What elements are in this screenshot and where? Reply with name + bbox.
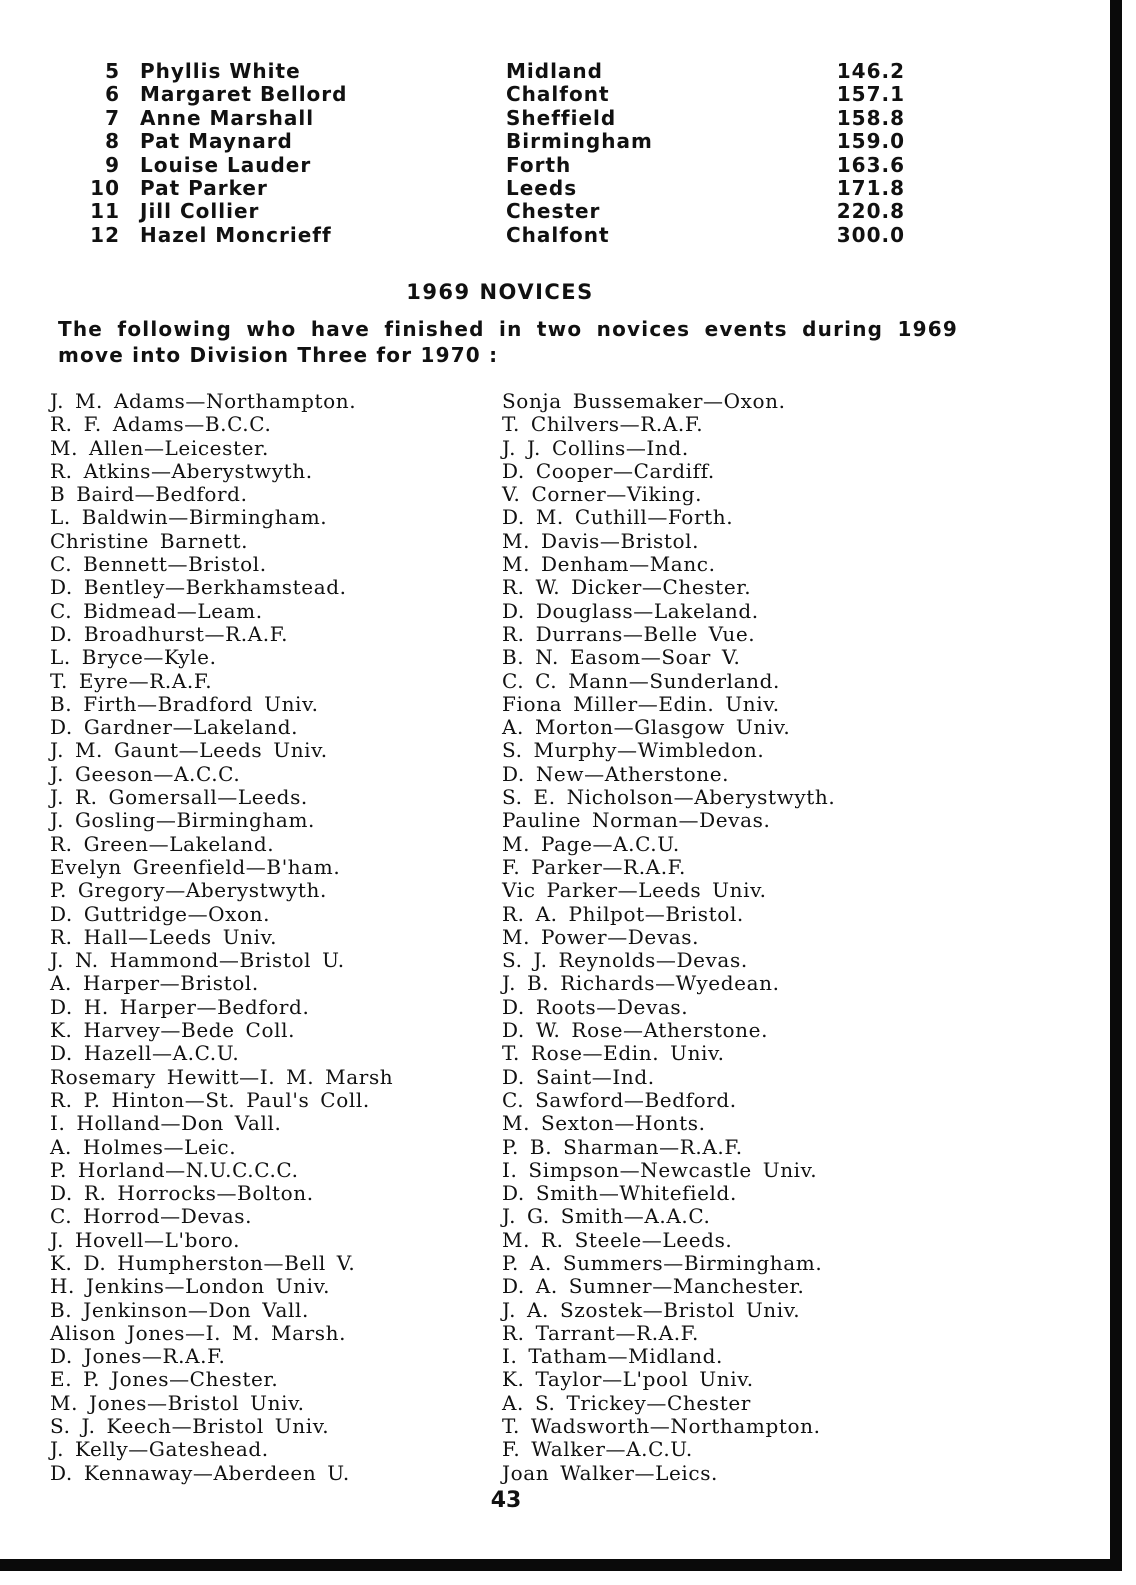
novice-entry: Pauline Norman—Devas.: [502, 808, 771, 833]
novice-entry: Vic Parker—Leeds Univ.: [502, 878, 767, 903]
result-row: [60, 154, 940, 177]
novice-entry: J. G. Smith—A.A.C.: [502, 1204, 711, 1229]
novice-entry: A. Harper—Bristol.: [50, 971, 259, 996]
result-row: [60, 107, 940, 130]
novice-entry: D. Saint—Ind.: [502, 1064, 655, 1089]
result-position: 8: [105, 129, 120, 154]
novice-entry: D. R. Horrocks—Bolton.: [50, 1181, 314, 1206]
page-border-right: [1110, 0, 1122, 1562]
novices-list-right: [502, 390, 962, 1485]
novice-entry: D. H. Harper—Bedford.: [50, 994, 310, 1019]
result-name: Jill Collier: [140, 199, 260, 224]
novice-entry: S. Murphy—Wimbledon.: [502, 738, 765, 763]
novice-entry: J. Kelly—Gateshead.: [50, 1437, 269, 1462]
novice-entry: P. A. Summers—Birmingham.: [502, 1250, 823, 1275]
result-name: Margaret Bellord: [140, 82, 348, 107]
result-time: 158.8: [836, 105, 905, 130]
novice-entry: Fiona Miller—Edin. Univ.: [502, 691, 780, 716]
novice-entry: Christine Barnett.: [50, 528, 249, 553]
section-intro: The following who have finished in two novices events during 1969 move into Division Three for 1970 :: [58, 317, 958, 367]
result-position: 6: [105, 82, 120, 107]
novice-entry: Rosemary Hewitt—I. M. Marsh: [50, 1064, 394, 1089]
novice-entry: R. Durrans—Belle Vue.: [502, 621, 756, 646]
novice-entry: C. Sawford—Bedford.: [502, 1087, 737, 1112]
novice-entry: D. W. Rose—Atherstone.: [502, 1018, 769, 1043]
novice-entry: D. Roots—Devas.: [502, 994, 689, 1019]
novice-entry: D. Bentley—Berkhamstead.: [50, 575, 347, 600]
novice-entry: R. Tarrant—R.A.F.: [502, 1320, 699, 1345]
result-row: [60, 177, 940, 200]
result-club: Chalfont: [506, 222, 610, 247]
result-name: Pat Maynard: [140, 129, 293, 154]
result-time: 159.0: [836, 129, 905, 154]
novice-entry: F. Walker—A.C.U.: [502, 1437, 693, 1462]
result-club: Chester: [506, 199, 601, 224]
result-club: Midland: [506, 59, 603, 83]
novice-entry: D. Gardner—Lakeland.: [50, 715, 299, 740]
novice-entry: J. M. Adams—Northampton.: [50, 389, 357, 413]
result-name: Hazel Moncrieff: [140, 222, 332, 247]
novice-entry: L. Bryce—Kyle.: [50, 645, 217, 670]
novice-entry: S. J. Keech—Bristol Univ.: [50, 1414, 330, 1439]
novice-entry: T. Rose—Edin. Univ.: [502, 1041, 725, 1066]
novice-entry: D. Guttridge—Oxon.: [50, 901, 271, 926]
novice-entry: D. Hazell—A.C.U.: [50, 1041, 240, 1066]
novice-entry: J. M. Gaunt—Leeds Univ.: [50, 738, 328, 763]
novice-entry: B. Firth—Bradford Univ.: [50, 691, 319, 716]
novice-entry: M. Sexton—Honts.: [502, 1111, 706, 1136]
result-row: [60, 60, 940, 83]
novice-entry: A. Holmes—Leic.: [50, 1134, 237, 1159]
novice-entry: A. S. Trickey—Chester: [502, 1390, 751, 1415]
novice-entry: D. M. Cuthill—Forth.: [502, 505, 734, 530]
novice-entry: Joan Walker—Leics.: [502, 1460, 719, 1485]
page-number: 43: [490, 1488, 522, 1513]
result-name: Anne Marshall: [140, 105, 315, 130]
result-row: [60, 200, 940, 223]
novice-entry: B. N. Easom—Soar V.: [502, 645, 741, 670]
novice-entry: R. A. Philpot—Bristol.: [502, 901, 744, 926]
novice-entry: C. Bennett—Bristol.: [50, 552, 267, 577]
novice-entry: J. A. Szostek—Bristol Univ.: [502, 1297, 801, 1322]
novice-entry: S. J. Reynolds—Devas.: [502, 948, 748, 973]
result-position: 7: [105, 105, 120, 130]
novice-entry: E. P. Jones—Chester.: [50, 1367, 279, 1392]
novice-entry: J. J. Collins—Ind.: [502, 435, 689, 460]
result-club: Birmingham: [506, 129, 653, 154]
novice-entry: C. Bidmead—Leam.: [50, 598, 263, 623]
result-club: Leeds: [506, 175, 578, 200]
result-time: 157.1: [836, 82, 905, 107]
novice-entry: M. Page—A.C.U.: [502, 831, 680, 856]
novice-entry: D. Cooper—Cardiff.: [502, 458, 715, 483]
result-position: 5: [105, 59, 120, 83]
novice-entry: T. Chilvers—R.A.F.: [502, 412, 704, 437]
novice-entry: D. Broadhurst—R.A.F.: [50, 621, 289, 646]
novice-entry: M. Jones—Bristol Univ.: [50, 1390, 305, 1415]
result-time: 220.8: [836, 199, 905, 224]
novice-entry: Sonja Bussemaker—Oxon.: [502, 389, 786, 413]
novice-entry: I. Holland—Don Vall.: [50, 1111, 282, 1136]
novice-entry: S. E. Nicholson—Aberystwyth.: [502, 785, 836, 810]
novice-entry: J. N. Hammond—Bristol U.: [50, 948, 345, 973]
novice-entry: Alison Jones—I. M. Marsh.: [50, 1320, 347, 1345]
novice-entry: C. Horrod—Devas.: [50, 1204, 253, 1229]
novice-entry: R. W. Dicker—Chester.: [502, 575, 752, 600]
novice-entry: R. Green—Lakeland.: [50, 831, 275, 856]
result-time: 146.2: [836, 59, 905, 83]
novice-entry: J. R. Gomersall—Leeds.: [50, 785, 308, 810]
novice-entry: D. Kennaway—Aberdeen U.: [50, 1460, 350, 1485]
novice-entry: R. F. Adams—B.C.C.: [50, 412, 272, 437]
novice-entry: M. R. Steele—Leeds.: [502, 1227, 733, 1252]
section-heading: 1969 NOVICES: [406, 280, 594, 304]
novice-entry: Evelyn Greenfield—B'ham.: [50, 854, 341, 879]
novice-entry: M. Davis—Bristol.: [502, 528, 700, 553]
result-row: [60, 130, 940, 153]
novice-entry: T. Eyre—R.A.F.: [50, 668, 213, 693]
novice-entry: H. Jenkins—London Univ.: [50, 1274, 331, 1299]
novice-entry: D. Jones—R.A.F.: [50, 1344, 226, 1369]
result-position: 11: [90, 199, 120, 224]
novice-entry: I. Simpson—Newcastle Univ.: [502, 1157, 818, 1182]
novice-entry: M. Power—Devas.: [502, 924, 700, 949]
result-name: Phyllis White: [140, 59, 301, 83]
result-club: Forth: [506, 152, 572, 177]
novice-entry: P. Horland—N.U.C.C.C.: [50, 1157, 299, 1182]
page-border-bottom: [0, 1559, 1122, 1571]
result-position: 10: [90, 175, 120, 200]
novice-entry: J. Hovell—L'boro.: [50, 1227, 241, 1252]
result-club: Sheffield: [506, 105, 617, 130]
novice-entry: B Baird—Bedford.: [50, 482, 248, 507]
novice-entry: K. D. Humpherston—Bell V.: [50, 1250, 356, 1275]
novice-entry: D. Douglass—Lakeland.: [502, 598, 759, 623]
result-time: 300.0: [836, 222, 905, 247]
novice-entry: M. Allen—Leicester.: [50, 435, 269, 460]
novice-entry: R. Atkins—Aberystwyth.: [50, 458, 313, 483]
result-name: Pat Parker: [140, 175, 268, 200]
novice-entry: V. Corner—Viking.: [502, 482, 703, 507]
novices-list-left: [50, 390, 510, 1485]
result-row: [60, 224, 940, 247]
novice-entry: D. Smith—Whitefield.: [502, 1181, 737, 1206]
result-row: [60, 83, 940, 106]
result-position: 12: [90, 222, 120, 247]
novice-entry: D. A. Sumner—Manchester.: [502, 1274, 805, 1299]
result-club: Chalfont: [506, 82, 610, 107]
novice-entry: J. Gosling—Birmingham.: [50, 808, 315, 833]
novice-entry: I. Tatham—Midland.: [502, 1344, 723, 1369]
novice-entry: B. Jenkinson—Don Vall.: [50, 1297, 309, 1322]
novice-entry: F. Parker—R.A.F.: [502, 854, 686, 879]
novice-entry: D. New—Atherstone.: [502, 761, 730, 786]
novice-entry: K. Harvey—Bede Coll.: [50, 1018, 296, 1043]
results-table: [60, 60, 940, 247]
novice-entry: R. Hall—Leeds Univ.: [50, 924, 278, 949]
result-time: 163.6: [836, 152, 905, 177]
novice-entry: A. Morton—Glasgow Univ.: [502, 715, 791, 740]
result-position: 9: [105, 152, 120, 177]
novice-entry: P. Gregory—Aberystwyth.: [50, 878, 327, 903]
novice-entry: R. P. Hinton—St. Paul's Coll.: [50, 1087, 370, 1112]
novice-entry: L. Baldwin—Birmingham.: [50, 505, 328, 530]
novice-entry: P. B. Sharman—R.A.F.: [502, 1134, 743, 1159]
novice-entry: T. Wadsworth—Northampton.: [502, 1414, 821, 1439]
novice-entry: M. Denham—Manc.: [502, 552, 716, 577]
novice-entry: C. C. Mann—Sunderland.: [502, 668, 780, 693]
novice-entry: J. B. Richards—Wyedean.: [502, 971, 780, 996]
novice-entry: J. Geeson—A.C.C.: [50, 761, 241, 786]
result-time: 171.8: [836, 175, 905, 200]
novice-entry: K. Taylor—L'pool Univ.: [502, 1367, 754, 1392]
result-name: Louise Lauder: [140, 152, 312, 177]
